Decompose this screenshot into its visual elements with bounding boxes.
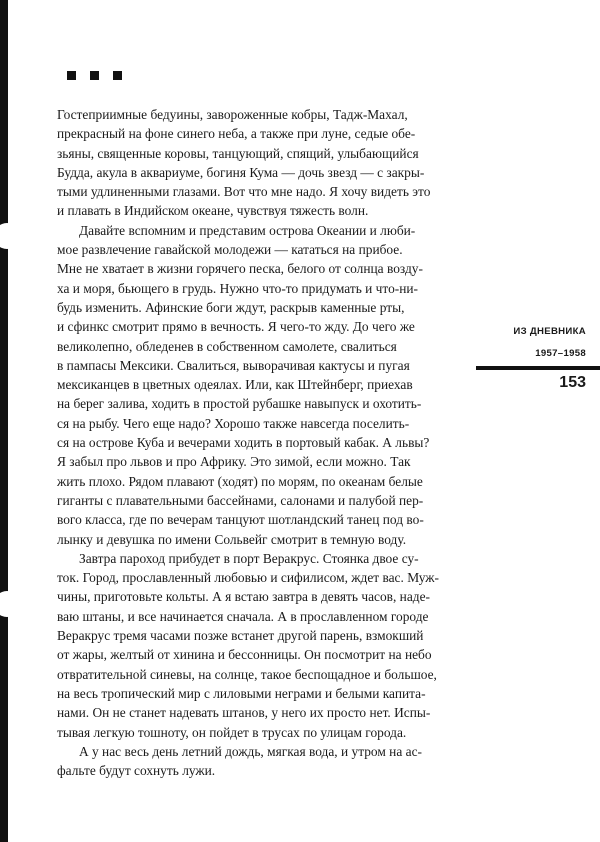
paragraph: А у нас весь день летний дождь, мягкая вода, и утром на ас- фальте будут сохнуть лужи. xyxy=(57,743,422,779)
header-rule xyxy=(476,366,600,370)
paragraph: Давайте вспомним и представим острова Океании и люби- мое развлечение гавайской молодежи — кататься на прибое. Мне не хватает в жизни горячего песка, белого от солнца возду- ха и моря, бьющего в грудь. Нужно что-то придумать и что-ни- будь изменить. Афинские боги ждут, раскрыв каменные рты, и сфинкс смотрит прямо в вечность. Я чего-то жду. До чего же великолепно, обледенев в собственном самолете, свалиться в пампасы Мексики. Свалиться, выворачивая кактусы и пугая мексиканцев в цветных одеялах. Или, как Штейнберг, приехав на берег залива, ходить в простой рубашке навыпуск и охотить- ся на рыбу. Чего еще надо? Хорошо также навсегда поселить- ся на острове Куба и вечерами ходить в портовый кабак. А львы? Я забыл про львов и про Африку. Это зимой, если можно. Так жить плохо. Рядом плавают (ходят) по морям, по океанам белые гиганты с плавательными бассейнами, салонами и палубой пер- вого класса, где по вечерам танцуют шотландский танец под во- лынку и девушка по имени Сольвейг смотрит в темную воду. xyxy=(57,222,430,547)
running-header xyxy=(476,321,586,365)
square-icon xyxy=(113,71,122,80)
paragraph: Завтра пароход прибудет в порт Веракрус. Стоянка двое су- ток. Город, прославленный любовью и сифилисом, ждет вас. Муж- чины, приготовьте кольты. А я встаю завтра в девять часов, наде- ваю штаны, и все начинается сначала. А в прославленном городе Веракрус тремя часами позже встанет другой парень, взмокший от жары, желтый от хинина и бессонницы. Он посмотрит на небо отвратительной синевы, на солнце, такое беспощадное и большое, на весь тропический мир с лиловыми неграми и белыми капита- нами. Он не станет надевать штанов, у него их просто нет. Испы- тывая легкую тошноту, он пойдет в трусах по улицам города. xyxy=(57,550,439,740)
paragraph: Гостеприимные бедуины, завороженные кобры, Тадж-Махал, прекрасный на фоне синего неба, а также при луне, седые обе- зьяны, священные коровы, танцующий, спящий, улыбающийся Будда, акула в аквариуме, богиня Кума — дочь звезд — с закры- тыми удлиненными глазами. Вот что мне надо. Я хочу видеть это и плавать в Индийском океане, чувствуя тяжесть волн. xyxy=(57,107,431,219)
page-number: 153 xyxy=(559,374,586,391)
section-years: 1957–1958 xyxy=(535,348,586,359)
square-icon xyxy=(90,71,99,80)
binder-hole-top xyxy=(0,223,20,249)
page-edge-bar xyxy=(0,0,8,842)
body-text xyxy=(57,105,465,780)
square-icon xyxy=(67,71,76,80)
section-break-icon xyxy=(67,71,122,80)
binder-hole-bottom xyxy=(0,591,20,617)
section-title: ИЗ ДНЕВНИКА xyxy=(513,326,586,337)
